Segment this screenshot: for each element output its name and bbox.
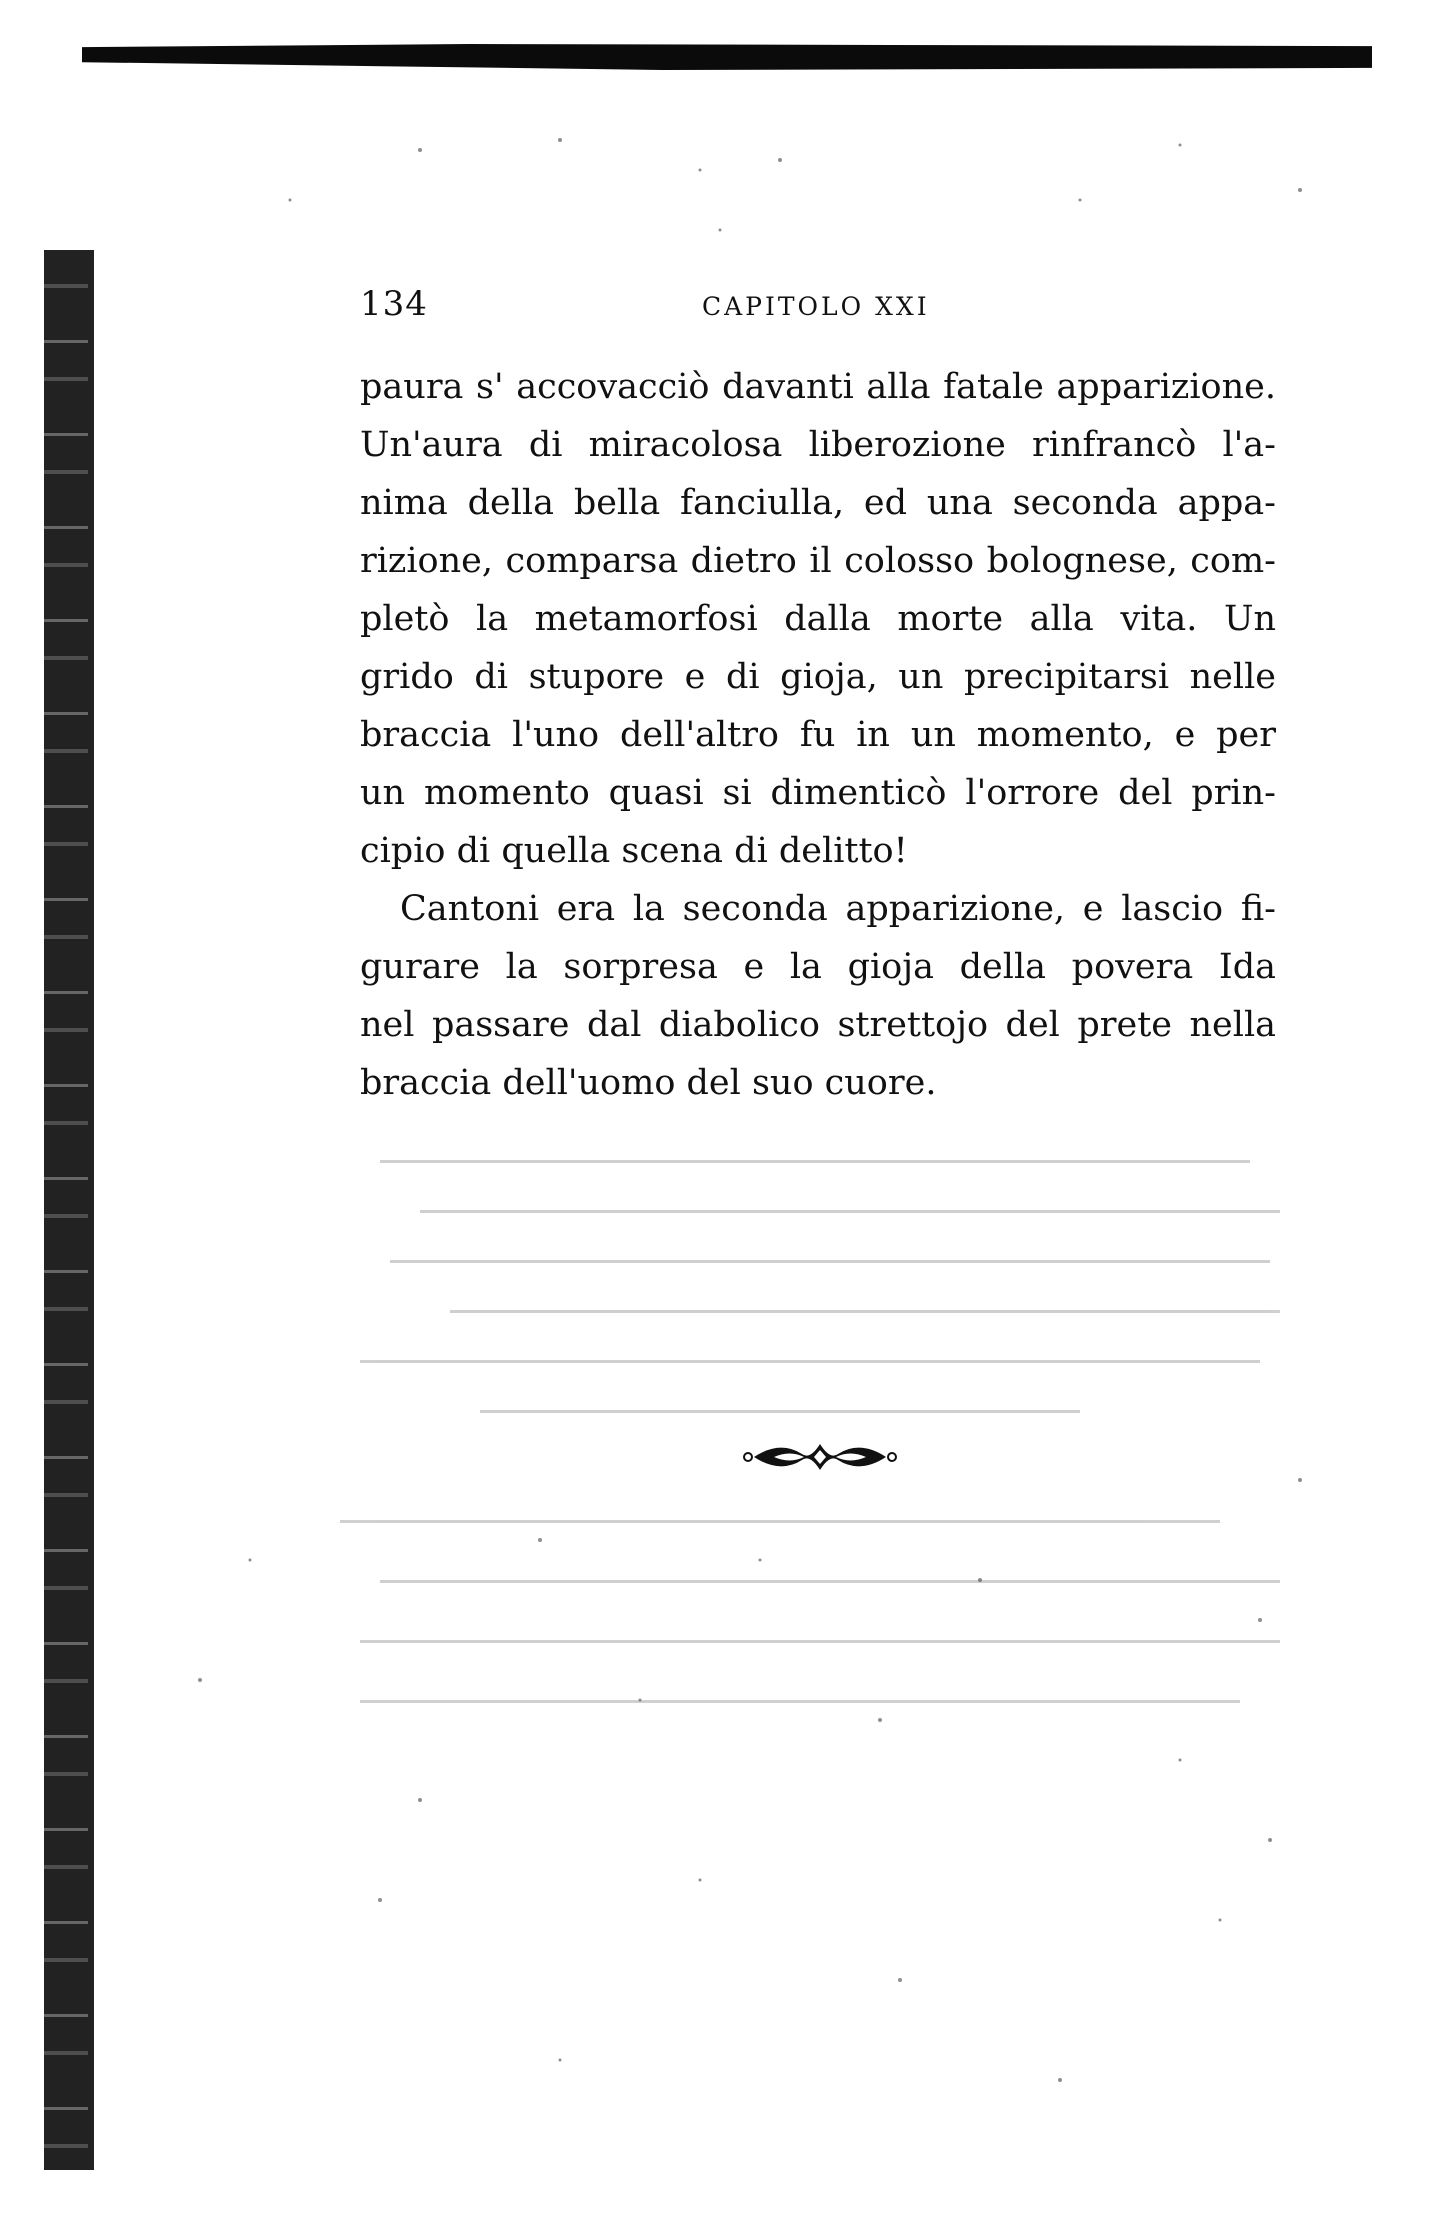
text-line: cipio di quella scena di delitto! bbox=[360, 831, 908, 871]
text-line: un momento quasi si dimenticò l'orrore del prin- bbox=[360, 773, 1276, 813]
text-line: nima della bella fanciulla, ed una seconda appa- bbox=[360, 483, 1276, 523]
text-line: pletò la metamorfosi dalla morte alla vita. Un bbox=[360, 599, 1276, 639]
page-number: 134 bbox=[360, 284, 428, 324]
text-line: Cantoni era la seconda apparizione, e lascio fi- bbox=[400, 889, 1276, 929]
text-line: braccia dell'uomo del suo cuore. bbox=[360, 1063, 937, 1103]
top-scan-border bbox=[82, 44, 1372, 70]
text-line: nel passare dal diabolico strettojo del prete nella bbox=[360, 1005, 1276, 1045]
text-line: gurare la sorpresa e la gioja della povera Ida bbox=[360, 947, 1276, 987]
fleuron-ornament-icon bbox=[740, 1432, 900, 1482]
text-line: paura s' accovacciò davanti alla fatale apparizione. bbox=[360, 367, 1276, 407]
running-head bbox=[360, 284, 1260, 324]
body-text bbox=[360, 358, 1276, 1112]
binding-edge-line bbox=[88, 250, 94, 2170]
text-line: Un'aura di miracolosa liberozione rinfrancò l'a- bbox=[360, 425, 1276, 465]
paragraph-1 bbox=[360, 358, 1276, 880]
binding-edge-shadow bbox=[44, 250, 88, 2170]
text-line: rizione, comparsa dietro il colosso bolognese, com- bbox=[360, 541, 1276, 581]
chapter-title: CAPITOLO XXI bbox=[702, 292, 930, 321]
text-line: grido di stupore e di gioja, un precipitarsi nelle bbox=[360, 657, 1276, 697]
text-line: braccia l'uno dell'altro fu in un momento, e per bbox=[360, 715, 1276, 755]
paragraph-2 bbox=[360, 880, 1276, 1112]
